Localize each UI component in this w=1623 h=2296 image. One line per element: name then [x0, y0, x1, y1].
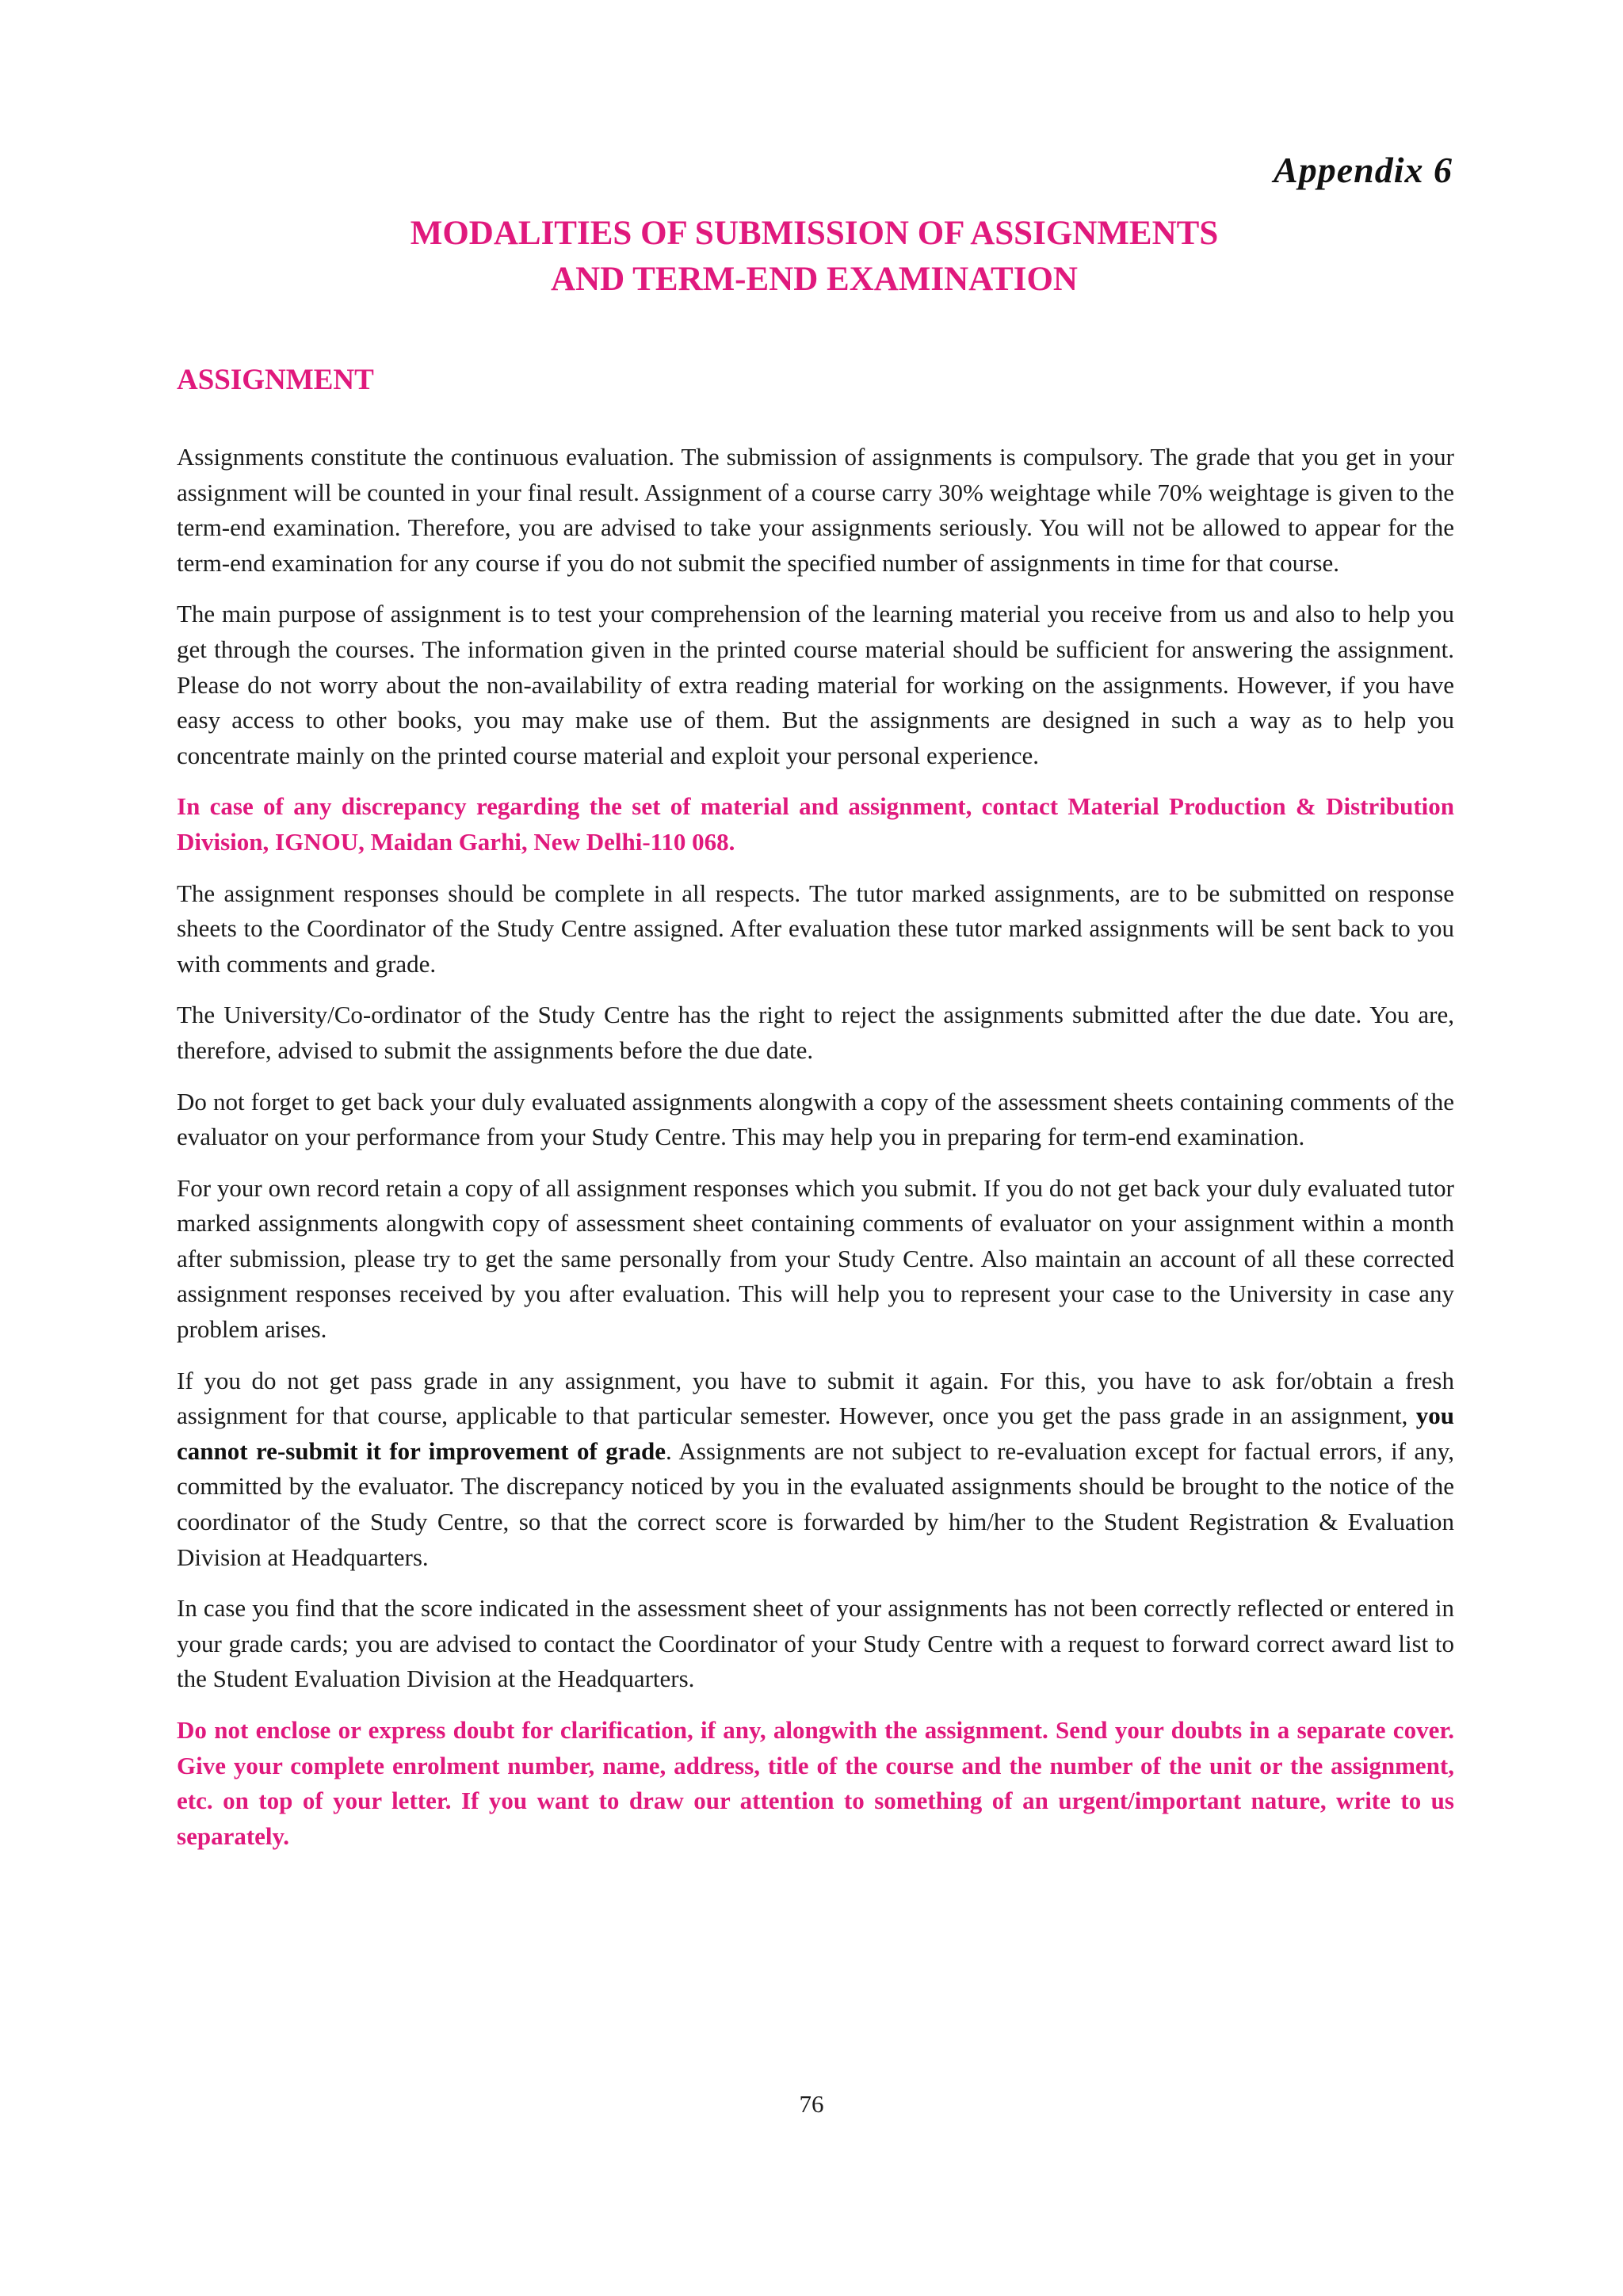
paragraph-5: The University/Co-ordinator of the Study Centre has the right to reject the assignments submitted after the due date. You are, therefore, advised to submit the assignments before the due date.	[177, 1001, 1454, 1064]
paragraph-9: In case you find that the score indicated in the assessment sheet of your assignments has not been correctly reflected or entered in your grade cards; you are advised to contact the Coordinator of your Study Centre with a request to forward correct award list to the Student Evaluation Division at the Headquarters.	[177, 1594, 1454, 1693]
paragraph-8	[177, 1363, 1454, 1576]
paragraph-2: The main purpose of assignment is to test your comprehension of the learning material you receive from us and also to help you get through the courses. The information given in the printed course material should be sufficient for answering the assignment. Please do not worry about the non-availability of extra reading material for working on the assignments. However, if you have easy access to other books, you may make use of them. But the assignments are designed in such a way as to help you concentrate mainly on the printed course material and exploit your personal experience.	[177, 600, 1454, 769]
paragraph-1: Assignments constitute the continuous evaluation. The submission of assignments is compulsory. The grade that you get in your assignment will be counted in your final result. Assignment of a course carry 30% weightage while 70% weightage is given to the term-end examination. Therefore, you are advised to take your assignments seriously. You will not be allowed to appear for the term-end examination for any course if you do not submit the specified number of assignments in time for that course.	[177, 443, 1454, 577]
page-title-line-2: AND TERM-END EXAMINATION	[551, 261, 1078, 298]
page-number: 76	[799, 2090, 824, 2118]
paragraph-3-highlight: In case of any discrepancy regarding the set of material and assignment, contact Material Production & Distribution Division, IGNOU, Maidan Garhi, New Delhi-110 068.	[177, 792, 1454, 856]
appendix-label: Appendix 6	[1274, 150, 1453, 190]
section-heading-assignment: ASSIGNMENT	[177, 364, 374, 396]
paragraph-8-start: If you do not get pass grade in any assignment, you have to submit it again. For this, you have to ask for/obtain a fresh assignment for that course, applicable to that particular semester. However, once you get the pass grade in an assignment,	[177, 1366, 1454, 1430]
paragraph-6: Do not forget to get back your duly evaluated assignments alongwith a copy of the assessment sheets containing comments of the evaluator on your performance from your Study Centre. This may help you in preparing for term-end examination.	[177, 1087, 1454, 1151]
paragraph-8-end: . Assignments are not subject to re-evaluation except for factual errors, if any, committed by the evaluator. The discrepancy noticed by you in the evaluated assignments should be brought to the notice of the coordinator of the Study Centre, so that the correct score is forwarded by him/her to the Student Registration & Evaluation Division at Headquarters.	[177, 1436, 1454, 1571]
page-title	[177, 211, 1452, 303]
paragraph-7: For your own record retain a copy of all assignment responses which you submit. If you do not get back your duly evaluated tutor marked assignments alongwith copy of assessment sheet containing comments of evaluator on your assignment within a month after submission, please try to get the same personally from your Study Centre. Also maintain an account of all these corrected assignment responses received by you after evaluation. This will help you to represent your case to the University in case any problem arises.	[177, 1173, 1454, 1344]
paragraph-4: The assignment responses should be complete in all respects. The tutor marked assignments, are to be submitted on response sheets to the Coordinator of the Study Centre assigned. After evaluation these tutor marked assignments will be sent back to you with comments and grade.	[177, 879, 1454, 978]
paragraph-10-highlight: Do not enclose or express doubt for clarification, if any, alongwith the assignment. Send your doubts in a separate cover. Give your complete enrolment number, name, address, title of the course and the number of the unit or the assignment, etc. on top of your letter. If you want to draw our attention to something of an urgent/important nature, write to us separately.	[177, 1716, 1454, 1850]
paragraph-8-bold: you cannot re-submit it for improvement of grade	[177, 1402, 1454, 1465]
body-text	[177, 440, 1454, 1870]
page-title-line-1: MODALITIES OF SUBMISSION OF ASSIGNMENTS	[410, 215, 1219, 252]
